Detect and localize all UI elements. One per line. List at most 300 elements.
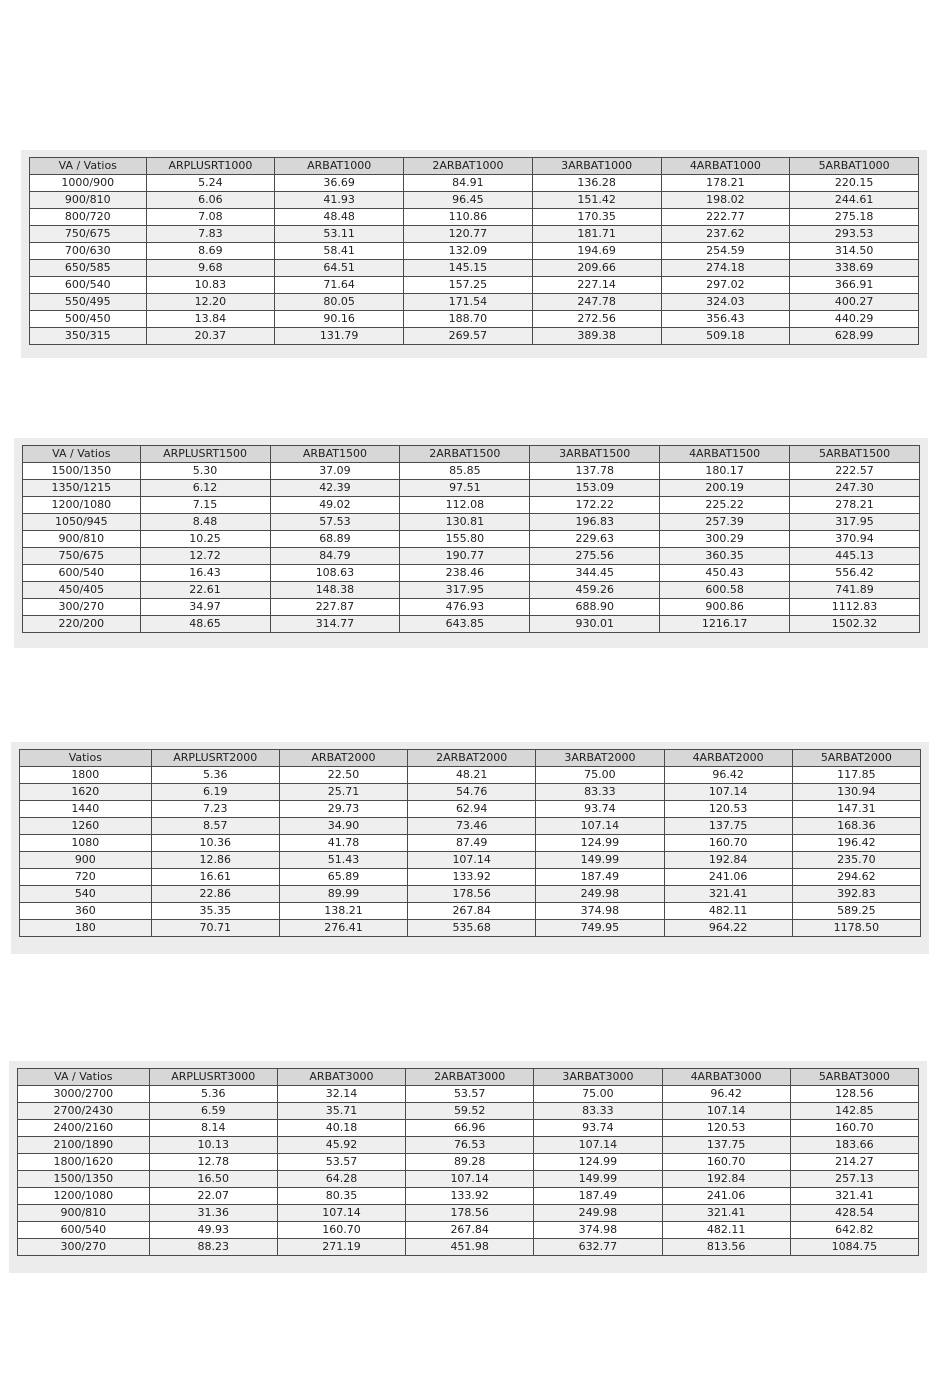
table-cell: 227.14 bbox=[532, 277, 661, 294]
table-cell: 6.59 bbox=[149, 1103, 277, 1120]
table-cell: 1350/1215 bbox=[23, 480, 141, 497]
table-cell: 42.39 bbox=[270, 480, 400, 497]
table-cell: 389.38 bbox=[532, 328, 661, 345]
table-cell: 482.11 bbox=[664, 903, 792, 920]
table-cell: 540 bbox=[20, 886, 152, 903]
table-row bbox=[20, 903, 921, 920]
table-cell: 1084.75 bbox=[790, 1239, 918, 1256]
table-cell: 49.93 bbox=[149, 1222, 277, 1239]
table-cell: 12.86 bbox=[151, 852, 279, 869]
table-cell: 93.74 bbox=[536, 801, 664, 818]
table-cell: 720 bbox=[20, 869, 152, 886]
table-cell: 257.13 bbox=[790, 1171, 918, 1188]
table-cell: 120.77 bbox=[404, 226, 533, 243]
table-cell: 274.18 bbox=[661, 260, 790, 277]
table-cell: 133.92 bbox=[406, 1188, 534, 1205]
table-cell: 107.14 bbox=[406, 1171, 534, 1188]
table-cell: 25.71 bbox=[279, 784, 407, 801]
table-cell: 108.63 bbox=[270, 565, 400, 582]
table-cell: 476.93 bbox=[400, 599, 530, 616]
table-cell: 178.56 bbox=[408, 886, 536, 903]
runtime-table-2000 bbox=[11, 742, 929, 954]
table-cell: 53.57 bbox=[406, 1086, 534, 1103]
column-header: ARPLUSRT1000 bbox=[146, 158, 275, 175]
table-cell: 117.85 bbox=[792, 767, 920, 784]
table-cell: 31.36 bbox=[149, 1205, 277, 1222]
table-cell: 16.50 bbox=[149, 1171, 277, 1188]
table-cell: 1200/1080 bbox=[23, 497, 141, 514]
table-row bbox=[30, 294, 919, 311]
table-cell: 10.83 bbox=[146, 277, 275, 294]
table-cell: 1112.83 bbox=[790, 599, 920, 616]
table-cell: 76.53 bbox=[406, 1137, 534, 1154]
column-header: ARPLUSRT1500 bbox=[140, 446, 270, 463]
table-cell: 1620 bbox=[20, 784, 152, 801]
table-row bbox=[20, 767, 921, 784]
table-cell: 2700/2430 bbox=[18, 1103, 150, 1120]
column-header: 5ARBAT1500 bbox=[790, 446, 920, 463]
table-cell: 8.48 bbox=[140, 514, 270, 531]
table-cell: 600/540 bbox=[18, 1222, 150, 1239]
table-cell: 110.86 bbox=[404, 209, 533, 226]
table-cell: 149.99 bbox=[536, 852, 664, 869]
table-cell: 600/540 bbox=[23, 565, 141, 582]
table-cell: 321.41 bbox=[664, 886, 792, 903]
table-cell: 360.35 bbox=[660, 548, 790, 565]
table-cell: 22.50 bbox=[279, 767, 407, 784]
table-cell: 89.28 bbox=[406, 1154, 534, 1171]
table-cell: 237.62 bbox=[661, 226, 790, 243]
table-cell: 317.95 bbox=[400, 582, 530, 599]
table-cell: 89.99 bbox=[279, 886, 407, 903]
table-cell: 75.00 bbox=[536, 767, 664, 784]
table-cell: 29.73 bbox=[279, 801, 407, 818]
table-cell: 54.76 bbox=[408, 784, 536, 801]
table-cell: 160.70 bbox=[664, 835, 792, 852]
table-cell: 80.35 bbox=[277, 1188, 405, 1205]
table-cell: 238.46 bbox=[400, 565, 530, 582]
table-cell: 900/810 bbox=[18, 1205, 150, 1222]
table-cell: 451.98 bbox=[406, 1239, 534, 1256]
table-cell: 550/495 bbox=[30, 294, 147, 311]
table-cell: 22.61 bbox=[140, 582, 270, 599]
column-header: 5ARBAT3000 bbox=[790, 1069, 918, 1086]
table-header-row bbox=[18, 1069, 919, 1086]
table-cell: 9.68 bbox=[146, 260, 275, 277]
table-cell: 750/675 bbox=[30, 226, 147, 243]
runtime-table bbox=[17, 1068, 919, 1256]
table-row bbox=[30, 277, 919, 294]
table-cell: 16.43 bbox=[140, 565, 270, 582]
table-cell: 130.94 bbox=[792, 784, 920, 801]
table-row bbox=[18, 1086, 919, 1103]
table-cell: 1080 bbox=[20, 835, 152, 852]
table-cell: 120.53 bbox=[664, 801, 792, 818]
table-cell: 16.61 bbox=[151, 869, 279, 886]
table-cell: 688.90 bbox=[530, 599, 660, 616]
table-cell: 338.69 bbox=[790, 260, 919, 277]
table-cell: 7.23 bbox=[151, 801, 279, 818]
column-header: 5ARBAT2000 bbox=[792, 750, 920, 767]
table-cell: 5.30 bbox=[140, 463, 270, 480]
table-cell: 370.94 bbox=[790, 531, 920, 548]
table-cell: 321.41 bbox=[790, 1188, 918, 1205]
table-cell: 58.41 bbox=[275, 243, 404, 260]
column-header: ARBAT2000 bbox=[279, 750, 407, 767]
table-cell: 374.98 bbox=[534, 1222, 662, 1239]
table-cell: 267.84 bbox=[406, 1222, 534, 1239]
table-cell: 241.06 bbox=[664, 869, 792, 886]
table-cell: 35.71 bbox=[277, 1103, 405, 1120]
table-cell: 209.66 bbox=[532, 260, 661, 277]
table-row bbox=[30, 311, 919, 328]
column-header: 2ARBAT2000 bbox=[408, 750, 536, 767]
column-header: 2ARBAT1500 bbox=[400, 446, 530, 463]
table-cell: 247.78 bbox=[532, 294, 661, 311]
runtime-table bbox=[29, 157, 919, 345]
table-cell: 137.78 bbox=[530, 463, 660, 480]
table-cell: 112.08 bbox=[400, 497, 530, 514]
table-cell: 1000/900 bbox=[30, 175, 147, 192]
table-cell: 964.22 bbox=[664, 920, 792, 937]
table-cell: 300.29 bbox=[660, 531, 790, 548]
table-cell: 170.35 bbox=[532, 209, 661, 226]
table-cell: 75.00 bbox=[534, 1086, 662, 1103]
table-cell: 5.36 bbox=[149, 1086, 277, 1103]
table-cell: 107.14 bbox=[662, 1103, 790, 1120]
table-row bbox=[23, 463, 920, 480]
table-cell: 107.14 bbox=[664, 784, 792, 801]
table-row bbox=[30, 243, 919, 260]
table-cell: 12.20 bbox=[146, 294, 275, 311]
table-row bbox=[20, 818, 921, 835]
table-cell: 500/450 bbox=[30, 311, 147, 328]
table-row bbox=[30, 192, 919, 209]
table-cell: 124.99 bbox=[536, 835, 664, 852]
table-cell: 49.02 bbox=[270, 497, 400, 514]
table-cell: 1800 bbox=[20, 767, 152, 784]
table-cell: 900 bbox=[20, 852, 152, 869]
table-cell: 366.91 bbox=[790, 277, 919, 294]
table-row bbox=[23, 565, 920, 582]
column-header: ARBAT3000 bbox=[277, 1069, 405, 1086]
table-cell: 392.83 bbox=[792, 886, 920, 903]
table-cell: 428.54 bbox=[790, 1205, 918, 1222]
table-cell: 192.84 bbox=[664, 852, 792, 869]
table-cell: 700/630 bbox=[30, 243, 147, 260]
column-header: 4ARBAT1000 bbox=[661, 158, 790, 175]
table-cell: 62.94 bbox=[408, 801, 536, 818]
table-cell: 249.98 bbox=[536, 886, 664, 903]
table-cell: 180 bbox=[20, 920, 152, 937]
table-cell: 535.68 bbox=[408, 920, 536, 937]
column-header: ARPLUSRT3000 bbox=[149, 1069, 277, 1086]
table-cell: 88.23 bbox=[149, 1239, 277, 1256]
table-row bbox=[18, 1188, 919, 1205]
table-cell: 196.83 bbox=[530, 514, 660, 531]
table-cell: 64.51 bbox=[275, 260, 404, 277]
table-cell: 153.09 bbox=[530, 480, 660, 497]
table-cell: 36.69 bbox=[275, 175, 404, 192]
table-cell: 22.86 bbox=[151, 886, 279, 903]
column-header: 2ARBAT3000 bbox=[406, 1069, 534, 1086]
table-cell: 196.42 bbox=[792, 835, 920, 852]
table-cell: 12.72 bbox=[140, 548, 270, 565]
table-cell: 40.18 bbox=[277, 1120, 405, 1137]
table-cell: 7.08 bbox=[146, 209, 275, 226]
table-cell: 194.69 bbox=[532, 243, 661, 260]
table-cell: 1178.50 bbox=[792, 920, 920, 937]
table-cell: 214.27 bbox=[790, 1154, 918, 1171]
table-cell: 172.22 bbox=[530, 497, 660, 514]
table-cell: 1216.17 bbox=[660, 616, 790, 633]
table-cell: 149.99 bbox=[534, 1171, 662, 1188]
table-cell: 324.03 bbox=[661, 294, 790, 311]
table-cell: 34.90 bbox=[279, 818, 407, 835]
table-cell: 136.28 bbox=[532, 175, 661, 192]
table-cell: 930.01 bbox=[530, 616, 660, 633]
column-header: 3ARBAT2000 bbox=[536, 750, 664, 767]
column-header: ARBAT1000 bbox=[275, 158, 404, 175]
table-cell: 131.79 bbox=[275, 328, 404, 345]
column-header: 4ARBAT3000 bbox=[662, 1069, 790, 1086]
table-cell: 97.51 bbox=[400, 480, 530, 497]
table-cell: 6.12 bbox=[140, 480, 270, 497]
table-cell: 1502.32 bbox=[790, 616, 920, 633]
table-cell: 34.97 bbox=[140, 599, 270, 616]
table-cell: 133.92 bbox=[408, 869, 536, 886]
table-cell: 10.36 bbox=[151, 835, 279, 852]
table-cell: 187.49 bbox=[536, 869, 664, 886]
table-cell: 5.36 bbox=[151, 767, 279, 784]
table-cell: 64.28 bbox=[277, 1171, 405, 1188]
table-cell: 157.25 bbox=[404, 277, 533, 294]
table-cell: 275.18 bbox=[790, 209, 919, 226]
table-cell: 440.29 bbox=[790, 311, 919, 328]
table-cell: 138.21 bbox=[279, 903, 407, 920]
table-cell: 187.49 bbox=[534, 1188, 662, 1205]
table-cell: 198.02 bbox=[661, 192, 790, 209]
table-cell: 8.14 bbox=[149, 1120, 277, 1137]
table-cell: 247.30 bbox=[790, 480, 920, 497]
table-cell: 132.09 bbox=[404, 243, 533, 260]
table-cell: 35.35 bbox=[151, 903, 279, 920]
table-row bbox=[20, 852, 921, 869]
table-cell: 155.80 bbox=[400, 531, 530, 548]
table-cell: 68.89 bbox=[270, 531, 400, 548]
column-header: VA / Vatios bbox=[23, 446, 141, 463]
table-cell: 107.14 bbox=[536, 818, 664, 835]
table-cell: 65.89 bbox=[279, 869, 407, 886]
table-cell: 107.14 bbox=[534, 1137, 662, 1154]
table-cell: 6.19 bbox=[151, 784, 279, 801]
column-header: 4ARBAT1500 bbox=[660, 446, 790, 463]
table-cell: 93.74 bbox=[534, 1120, 662, 1137]
table-cell: 222.57 bbox=[790, 463, 920, 480]
table-cell: 51.43 bbox=[279, 852, 407, 869]
table-cell: 87.49 bbox=[408, 835, 536, 852]
table-cell: 374.98 bbox=[536, 903, 664, 920]
table-cell: 650/585 bbox=[30, 260, 147, 277]
column-header: 5ARBAT1000 bbox=[790, 158, 919, 175]
table-row bbox=[18, 1205, 919, 1222]
table-cell: 900/810 bbox=[30, 192, 147, 209]
table-row bbox=[30, 328, 919, 345]
table-row bbox=[23, 599, 920, 616]
table-cell: 20.37 bbox=[146, 328, 275, 345]
table-cell: 53.11 bbox=[275, 226, 404, 243]
table-cell: 178.21 bbox=[661, 175, 790, 192]
table-header-row bbox=[20, 750, 921, 767]
table-cell: 741.89 bbox=[790, 582, 920, 599]
table-cell: 1260 bbox=[20, 818, 152, 835]
table-row bbox=[23, 497, 920, 514]
table-row bbox=[18, 1171, 919, 1188]
table-cell: 6.06 bbox=[146, 192, 275, 209]
column-header: 3ARBAT1500 bbox=[530, 446, 660, 463]
table-row bbox=[20, 801, 921, 818]
table-row bbox=[20, 869, 921, 886]
table-cell: 5.24 bbox=[146, 175, 275, 192]
table-cell: 360 bbox=[20, 903, 152, 920]
table-cell: 7.83 bbox=[146, 226, 275, 243]
table-cell: 225.22 bbox=[660, 497, 790, 514]
table-cell: 8.69 bbox=[146, 243, 275, 260]
column-header: 3ARBAT3000 bbox=[534, 1069, 662, 1086]
table-cell: 80.05 bbox=[275, 294, 404, 311]
table-cell: 271.19 bbox=[277, 1239, 405, 1256]
table-cell: 48.65 bbox=[140, 616, 270, 633]
table-row bbox=[18, 1239, 919, 1256]
table-cell: 314.77 bbox=[270, 616, 400, 633]
table-cell: 10.25 bbox=[140, 531, 270, 548]
table-cell: 227.87 bbox=[270, 599, 400, 616]
table-cell: 350/315 bbox=[30, 328, 147, 345]
table-cell: 235.70 bbox=[792, 852, 920, 869]
table-row bbox=[18, 1222, 919, 1239]
column-header: ARBAT1500 bbox=[270, 446, 400, 463]
table-cell: 137.75 bbox=[664, 818, 792, 835]
table-row bbox=[18, 1103, 919, 1120]
table-row bbox=[20, 784, 921, 801]
table-cell: 168.36 bbox=[792, 818, 920, 835]
table-cell: 147.31 bbox=[792, 801, 920, 818]
table-cell: 1500/1350 bbox=[23, 463, 141, 480]
table-cell: 37.09 bbox=[270, 463, 400, 480]
table-header-row bbox=[30, 158, 919, 175]
table-cell: 145.15 bbox=[404, 260, 533, 277]
table-cell: 750/675 bbox=[23, 548, 141, 565]
table-cell: 254.59 bbox=[661, 243, 790, 260]
table-cell: 800/720 bbox=[30, 209, 147, 226]
table-row bbox=[30, 209, 919, 226]
table-cell: 22.07 bbox=[149, 1188, 277, 1205]
table-cell: 400.27 bbox=[790, 294, 919, 311]
table-row bbox=[23, 582, 920, 599]
table-cell: 96.42 bbox=[664, 767, 792, 784]
table-cell: 900/810 bbox=[23, 531, 141, 548]
table-cell: 130.81 bbox=[400, 514, 530, 531]
table-cell: 1500/1350 bbox=[18, 1171, 150, 1188]
table-cell: 220.15 bbox=[790, 175, 919, 192]
table-cell: 41.78 bbox=[279, 835, 407, 852]
table-cell: 59.52 bbox=[406, 1103, 534, 1120]
table-row bbox=[20, 835, 921, 852]
table-cell: 178.56 bbox=[406, 1205, 534, 1222]
table-cell: 151.42 bbox=[532, 192, 661, 209]
table-cell: 160.70 bbox=[662, 1154, 790, 1171]
table-cell: 83.33 bbox=[536, 784, 664, 801]
table-row bbox=[23, 514, 920, 531]
table-cell: 249.98 bbox=[534, 1205, 662, 1222]
table-cell: 300/270 bbox=[18, 1239, 150, 1256]
table-cell: 13.84 bbox=[146, 311, 275, 328]
table-cell: 85.85 bbox=[400, 463, 530, 480]
table-cell: 7.15 bbox=[140, 497, 270, 514]
runtime-table bbox=[19, 749, 921, 937]
table-cell: 294.62 bbox=[792, 869, 920, 886]
table-cell: 244.61 bbox=[790, 192, 919, 209]
table-cell: 124.99 bbox=[534, 1154, 662, 1171]
table-cell: 192.84 bbox=[662, 1171, 790, 1188]
table-cell: 2100/1890 bbox=[18, 1137, 150, 1154]
table-row bbox=[18, 1137, 919, 1154]
table-row bbox=[30, 175, 919, 192]
table-cell: 53.57 bbox=[277, 1154, 405, 1171]
column-header: 3ARBAT1000 bbox=[532, 158, 661, 175]
table-cell: 1800/1620 bbox=[18, 1154, 150, 1171]
table-cell: 813.56 bbox=[662, 1239, 790, 1256]
table-cell: 41.93 bbox=[275, 192, 404, 209]
table-cell: 83.33 bbox=[534, 1103, 662, 1120]
table-cell: 628.99 bbox=[790, 328, 919, 345]
column-header: ARPLUSRT2000 bbox=[151, 750, 279, 767]
table-cell: 84.79 bbox=[270, 548, 400, 565]
table-cell: 66.96 bbox=[406, 1120, 534, 1137]
table-cell: 160.70 bbox=[790, 1120, 918, 1137]
table-cell: 272.56 bbox=[532, 311, 661, 328]
table-row bbox=[30, 226, 919, 243]
table-cell: 482.11 bbox=[662, 1222, 790, 1239]
table-cell: 222.77 bbox=[661, 209, 790, 226]
table-cell: 589.25 bbox=[792, 903, 920, 920]
table-cell: 450.43 bbox=[660, 565, 790, 582]
table-cell: 1440 bbox=[20, 801, 152, 818]
table-cell: 84.91 bbox=[404, 175, 533, 192]
table-cell: 120.53 bbox=[662, 1120, 790, 1137]
table-cell: 70.71 bbox=[151, 920, 279, 937]
table-cell: 509.18 bbox=[661, 328, 790, 345]
table-row bbox=[20, 886, 921, 903]
table-header-row bbox=[23, 446, 920, 463]
table-cell: 3000/2700 bbox=[18, 1086, 150, 1103]
runtime-table-1500 bbox=[14, 438, 928, 648]
table-cell: 107.14 bbox=[408, 852, 536, 869]
table-row bbox=[20, 920, 921, 937]
table-cell: 450/405 bbox=[23, 582, 141, 599]
table-cell: 183.66 bbox=[790, 1137, 918, 1154]
table-cell: 317.95 bbox=[790, 514, 920, 531]
table-cell: 293.53 bbox=[790, 226, 919, 243]
table-cell: 356.43 bbox=[661, 311, 790, 328]
column-header: VA / Vatios bbox=[18, 1069, 150, 1086]
table-cell: 1200/1080 bbox=[18, 1188, 150, 1205]
runtime-table bbox=[22, 445, 920, 633]
table-cell: 900.86 bbox=[660, 599, 790, 616]
table-cell: 180.17 bbox=[660, 463, 790, 480]
table-cell: 148.38 bbox=[270, 582, 400, 599]
table-cell: 314.50 bbox=[790, 243, 919, 260]
